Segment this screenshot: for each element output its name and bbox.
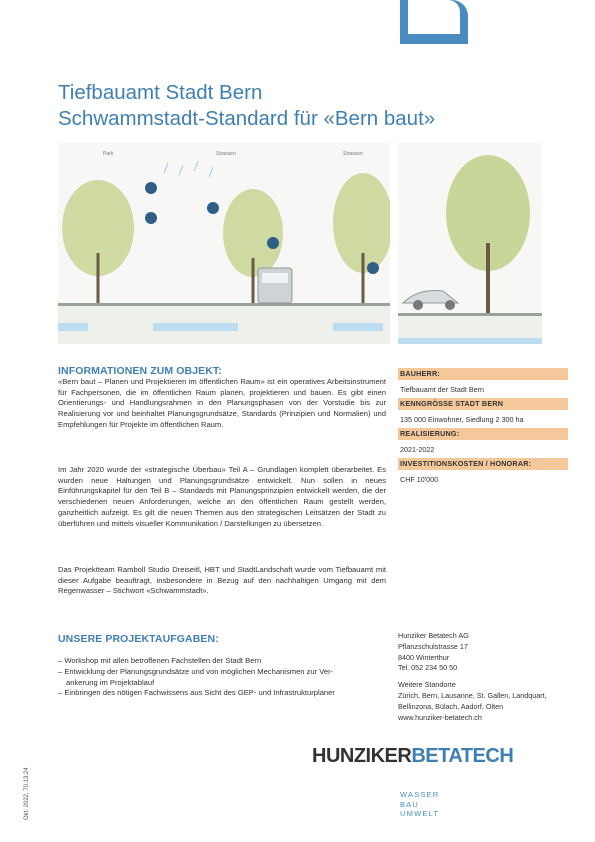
company-logo <box>312 745 512 773</box>
brand-mark-icon <box>400 0 468 44</box>
info-paragraph-3: Das Projektteam Ramboll Studio Dreiseitl, HBT und StadtLandschaft wurde vom Tiefbauamt mit dieser Aufgabe beauftragt, insbesondere in Bezug auf den nachhaltigen Umgang mit dem Regenwasser – Stichwort «Schwammstadt». <box>58 565 386 596</box>
task-item: – Entwicklung der Planungsgrundsätze und von möglichen Mechanismen zur Ver- <box>58 666 334 676</box>
task-item: – Workshop mit allen betroffenen Fachstellen der Stadt Bern <box>58 656 262 665</box>
logo-betatech: BETATECH <box>411 745 514 767</box>
fact-label-client: BAUHERR: <box>398 368 568 380</box>
page-title-line2: Schwammstadt-Standard für «Bern baut» <box>58 107 436 130</box>
task-item: – Einbringen des nötigen Fachwissens aus Sicht des GEP- und Infrastrukturplaner <box>58 688 335 698</box>
illu-label-park: Park <box>103 151 114 157</box>
info-heading: INFORMATIONEN ZUM OBJEKT: <box>58 365 222 377</box>
tagline <box>400 790 439 819</box>
company-website-link[interactable]: www.hunziker-betatech.ch <box>398 712 482 722</box>
sponge-city-illustration <box>58 143 390 344</box>
fact-value-costs: CHF 10'000 <box>400 475 439 484</box>
info-paragraph-1: «Bern baut – Planen und Projektieren im öffentlichen Raum» ist ein operatives Arbeitsinstrument für Fachpersonen, die im öffentlichen Raum planen, projektieren und bauen. Es gibt einen Orientierungs- und Handlungsrahmen in den Planungsphasen von der Vorstudie bis zur Realisierung vor und beinhaltet Planungsgrundsätze, Standards (Prinzipien und Normalien) und Empfehlungen für Projekte im öffentlichen Raum. <box>58 377 386 429</box>
tagline-build: BAU <box>400 799 420 809</box>
tasks-list <box>58 656 388 699</box>
tagline-water: WASSER <box>400 790 440 799</box>
illu-label-strassen-1: Strassen <box>216 151 236 157</box>
fact-label-size: KENNGRÖSSE STADT BERN <box>398 398 568 410</box>
fact-value-client: Tiefbauamt der Stadt Bern <box>400 385 485 394</box>
locations-line-1: Zürich, Bern, Lausanne, St. Gallen, Landquart, <box>398 690 547 700</box>
locations-heading: Weitere Standorte <box>398 680 456 690</box>
company-address <box>398 631 558 723</box>
illu-label-strassen-2: Strassen <box>343 151 363 157</box>
tasks-heading: UNSERE PROJEKTAUFGABEN: <box>58 633 219 645</box>
company-city: 8400 Winterthur <box>398 652 450 662</box>
task-item-continued: ankerung im Projektablauf <box>66 677 155 687</box>
fact-label-costs: INVESTITIONSKOSTEN / HONORAR: <box>398 458 568 470</box>
company-phone[interactable]: Tel. 052 234 50 50 <box>398 663 458 673</box>
info-paragraph-2: Im Jahr 2020 wurde der «strategische Überbau» Teil A – Grundlagen komplett überarbeitet. Es wurden neue Haltungen und Planungsgrundsätze entwickelt. Nun sollen in neues Einführungskapitel für den Teil B – Standards mit Planungsprinzipien entwickelt werden, die der verschiedenen neuen Anforderungen, welche an den öffentlichen Raum gestellt werden, ganzheitlich aufzeigt. Es gilt die neuen Themen aus den strategischen Leitsätzen der Stadt zu überführen und mittels visueller Kommunikation / Darstellungen zu übersetzen. <box>58 465 386 528</box>
street-tree-illustration <box>398 143 542 344</box>
company-street: Pflanzschulstrasse 17 <box>398 641 468 651</box>
fact-value-size: 135 000 Einwohner, Siedlung 2 300 ha <box>400 415 524 424</box>
locations-line-2: Bellinzona, Bülach, Aadorf, Olten <box>398 701 504 711</box>
company-name: Hunziker Betatech AG <box>398 631 469 640</box>
tagline-environment: UMWELT <box>400 809 440 819</box>
fact-value-realisation: 2021-2022 <box>400 445 435 454</box>
page-title-line1: Tiefbauamt Stadt Bern <box>58 81 263 104</box>
fact-label-realisation: REALISIERUNG: <box>398 428 568 440</box>
document-reference: Okt. 2022, 70.13.24 <box>24 767 30 820</box>
logo-hunziker: HUNZIKER <box>312 745 412 767</box>
facts-panel <box>398 368 568 485</box>
